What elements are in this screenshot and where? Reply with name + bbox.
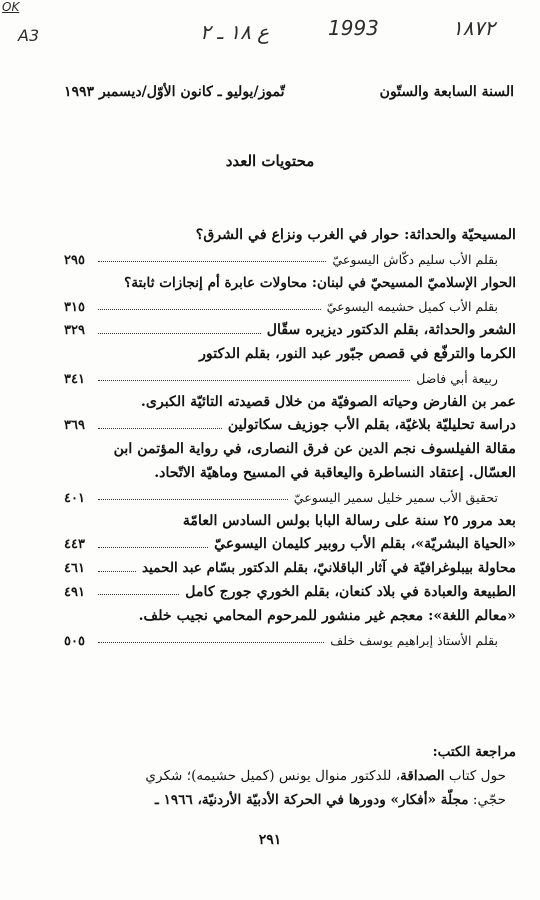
toc-author: بقلم الأب سليم دكّاش اليسوعيّ	[332, 251, 498, 267]
table-of-contents	[64, 224, 516, 652]
toc-author: بقلم الأب كميل حشيمه اليسوعيّ	[326, 299, 498, 315]
toc-author: ربيعة أبي فاضل	[416, 370, 498, 386]
toc-article-title: «الحياة البشريّة»، بقلم الأب روبير كليمان اليسوعيّ	[214, 536, 516, 553]
toc-line	[64, 486, 516, 510]
dot-leader	[98, 642, 324, 643]
toc-page-number: ٤٩١	[64, 584, 85, 600]
toc-line	[64, 391, 516, 415]
toc-author: بقلم الأستاذ إبراهيم يوسف خلف	[330, 632, 498, 648]
toc-line	[64, 343, 516, 367]
toc-page-number: ٣٦٩	[64, 418, 85, 434]
toc-line	[64, 414, 516, 438]
dot-leader	[98, 380, 410, 381]
book-reviews-section	[64, 740, 516, 812]
toc-article-title: الكرما والترفّع في قصص جبّور عبد النور، بقلم الدكتور	[199, 345, 516, 362]
toc-line	[64, 510, 516, 534]
review-line-2: حجّي: مجلّة «أفكار» ودورها في الحركة الأدبيّة الأردنيّة، ١٩٦٦ ـ	[154, 792, 506, 808]
toc-line	[64, 248, 516, 272]
review-journal-title: مجلّة «أفكار» ودورها في الحركة الأدبيّة الأردنيّة، ١٩٦٦ ـ	[154, 792, 469, 808]
toc-line	[64, 295, 516, 319]
toc-article-title: دراسة تحليليّة بلاغيّة، بقلم الأب جوزيف سكاتولين	[227, 417, 516, 434]
toc-article-title: بعد مرور ٢٥ سنة على رسالة البابا بولس السادس العامّة	[182, 512, 516, 529]
handwritten-a3-mark: A3	[18, 26, 40, 45]
toc-page-number: ٤٤٣	[64, 537, 85, 553]
toc-page-number: ٣٤١	[64, 371, 85, 387]
running-header	[64, 84, 514, 108]
toc-line	[64, 581, 516, 605]
toc-line	[64, 319, 516, 343]
issue-date: تّموز/يوليو ـ كانون الأوّل/ديسمبر ١٩٩٣	[64, 84, 285, 100]
toc-page-number: ٤٦١	[64, 561, 85, 577]
dot-leader	[98, 594, 179, 595]
toc-article-title: عمر بن الفارض وحياته الصوفيّة من خلال قصيدته التائيّة الكبرى.	[140, 393, 516, 410]
handwritten-issue-number: ع ١٨ ـ ٢	[200, 20, 270, 44]
dot-leader	[98, 428, 222, 429]
toc-line	[64, 557, 516, 581]
toc-line	[64, 438, 516, 462]
reviews-heading: مراجعة الكتب:	[432, 744, 516, 760]
toc-article-title: «معالم اللغة»: معجم غير منشور للمرحوم المحامي نجيب خلف.	[138, 607, 516, 624]
review-line-1: حول كتاب الصداقة، للدكتور منوال يونس (كميل حشيمه)؛ شكري	[145, 768, 506, 784]
volume-label: السنة السابعة والستّون	[379, 84, 514, 100]
dot-leader	[98, 547, 208, 548]
toc-line	[64, 533, 516, 557]
dot-leader	[98, 571, 136, 572]
handwritten-year: 1993	[328, 16, 379, 40]
toc-article-title: المسيحيّة والحداثة: حوار في الغرب ونزاع في الشرق؟	[195, 227, 516, 243]
toc-author: تحقيق الأب سمير خليل سمير اليسوعيّ	[293, 489, 498, 505]
toc-article-title: الطبيعة والعبادة في بلاد كنعان، بقلم الخوري جورج كامل	[185, 583, 516, 600]
toc-line	[64, 272, 516, 296]
toc-line	[64, 367, 516, 391]
toc-line	[64, 629, 516, 653]
review-book-title: الصداقة	[400, 768, 445, 784]
toc-article-title: محاولة بيبلوغرافيّة في آثار الباقلانيّ، بقلم الدكتور بسّام عبد الحميد	[142, 560, 516, 577]
dot-leader	[98, 333, 261, 334]
toc-page-number: ٤٠١	[64, 490, 85, 506]
toc-page-number: ٢٩٥	[64, 252, 85, 268]
page-number: ٢٩١	[258, 832, 282, 848]
toc-article-title: مقالة الفيلسوف نجم الدين عن فرق النصارى، في رواية المؤتمن ابن	[113, 441, 516, 458]
dot-leader	[98, 499, 288, 500]
toc-page-number: ٥٠٥	[64, 633, 85, 649]
toc-page-number: ٣٢٩	[64, 323, 85, 339]
toc-article-title: الشعر والحداثة، بقلم الدكتور ديزيره سقّال	[266, 322, 516, 339]
dot-leader	[98, 261, 326, 262]
dot-leader	[98, 309, 321, 310]
toc-article-title: الحوار الإسلاميّ المسيحيّ في لبنان: محاولات عابرة أم إنجازات ثابتة؟	[124, 274, 516, 291]
handwritten-ok-mark: OK	[2, 0, 20, 14]
toc-line	[64, 224, 516, 248]
toc-line	[64, 605, 516, 629]
contents-title: محتويات العدد	[225, 152, 315, 170]
handwritten-id-number: ١٨٧٢	[452, 16, 495, 40]
toc-article-title: العسّال. إعتقاد النساطرة واليعاقبة في المسيح وماهيّة الاتّحاد.	[154, 464, 516, 481]
toc-page-number: ٣١٥	[64, 300, 85, 316]
toc-line	[64, 462, 516, 486]
